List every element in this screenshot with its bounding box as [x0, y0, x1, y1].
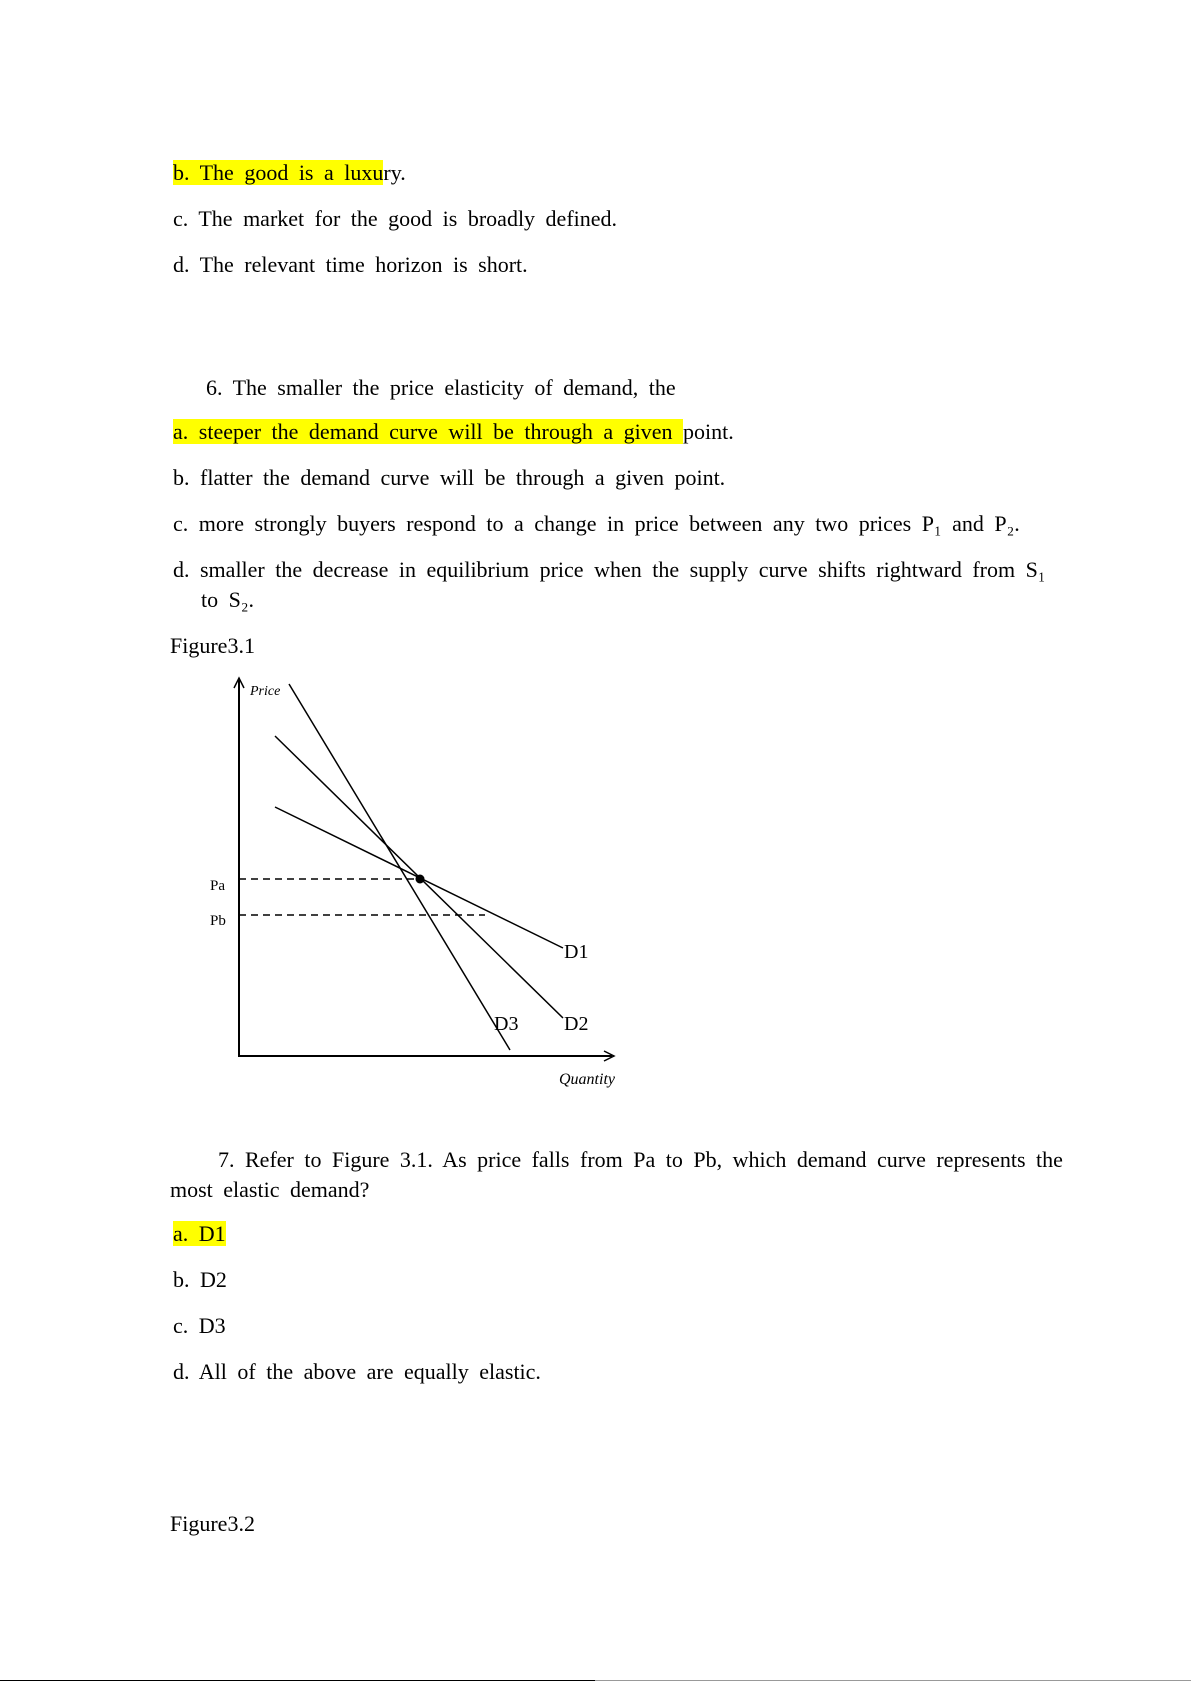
q7-option-a-label: a. — [173, 1221, 189, 1246]
q5-option-b-rest: ry. — [383, 160, 406, 185]
x-axis-label: Quantity — [559, 1071, 615, 1088]
q7-option-a-highlight: D1 — [198, 1221, 226, 1246]
q7-stem-line2: most elastic demand? — [170, 1177, 370, 1202]
page-bottom-rule — [0, 1680, 595, 1681]
q7-option-c: c. D3 — [173, 1313, 226, 1338]
q7-option-d: d. All of the above are equally elastic. — [173, 1359, 541, 1384]
y-axis-label: Price — [250, 684, 281, 699]
q7-stem-line1: 7. Refer to Figure 3.1. As price falls from Pa to Pb, which demand curve represents the — [218, 1147, 1063, 1172]
q6-stem: 6. The smaller the price elasticity of demand, the — [206, 375, 676, 400]
q6-option-d-line1: d. smaller the decrease in equilibrium price when the supply curve shifts rightward from S₁ — [173, 557, 1046, 582]
page-bottom-rule-light — [595, 1680, 1191, 1681]
q7-option-b: b. D2 — [173, 1267, 227, 1292]
figure31-chart — [180, 670, 640, 1100]
q5-option-c: c. The market for the good is broadly defined. — [173, 206, 618, 231]
q6-option-d-line2: to S₂. — [201, 587, 255, 612]
q5-option-b-label: b. — [173, 160, 190, 185]
q5-option-b — [173, 159, 406, 187]
q6-option-c: c. more strongly buyers respond to a change in price between any two prices P₁ and P₂. — [173, 511, 1020, 536]
price-b-label: Pb — [210, 913, 226, 929]
curve-d2-label: D2 — [564, 1013, 589, 1035]
price-a-label: Pa — [210, 878, 225, 894]
figure31-caption: Figure3.1 — [170, 633, 255, 658]
q5-option-d: d. The relevant time horizon is short. — [173, 252, 528, 277]
q5-option-b-highlight: The good is a luxu — [199, 160, 384, 185]
q6-option-a — [173, 418, 734, 446]
q7-option-a — [173, 1220, 226, 1248]
q6-option-b: b. flatter the demand curve will be through a given point. — [173, 465, 726, 490]
demand-curve-d3 — [289, 684, 510, 1050]
intersection-point — [416, 875, 425, 884]
q6-option-a-label: a. — [173, 419, 189, 444]
q6-option-a-highlight: steeper the demand curve will be through a given — [198, 419, 684, 444]
q6-option-a-rest: point. — [683, 419, 734, 444]
curve-d1-label: D1 — [564, 941, 589, 963]
figure32-caption: Figure3.2 — [170, 1511, 255, 1536]
curve-d3-label: D3 — [494, 1013, 519, 1035]
